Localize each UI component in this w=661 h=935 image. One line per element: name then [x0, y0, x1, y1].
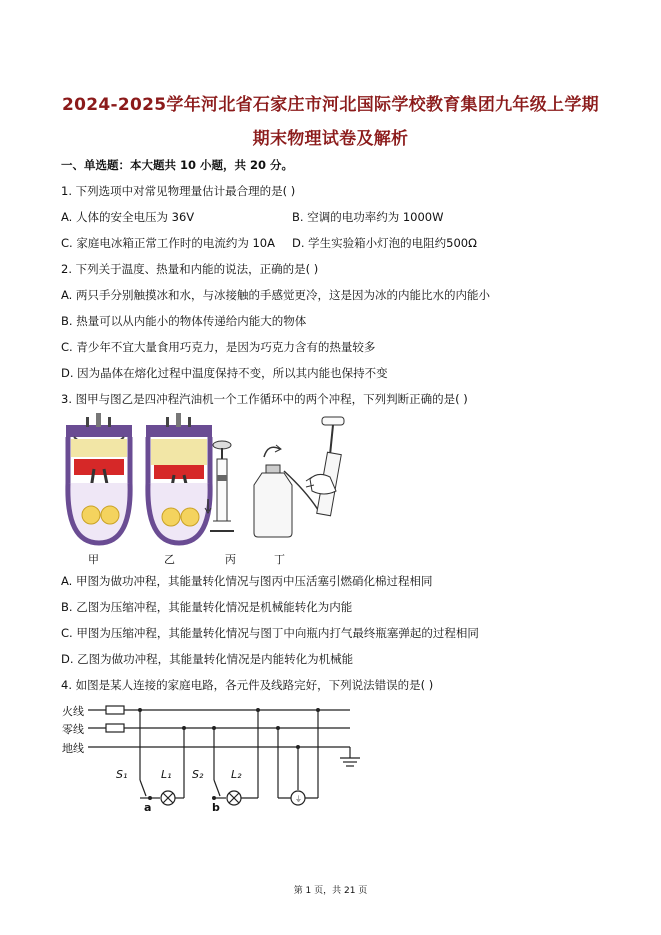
q3-option-c: C. 甲图为压缩冲程，其能量转化情况与图丁中向瓶内打气最终瓶塞弹起的过程相同 [61, 626, 479, 640]
q1-option-d: D. 学生实验箱小灯泡的电阻约500Ω [292, 236, 477, 250]
q3-option-d: D. 乙图为做功冲程，其能量转化情况是内能转化为机械能 [61, 652, 354, 666]
q4-circuit [88, 700, 368, 825]
q2-option-b: B. 热量可以从内能小的物体传递给内能大的物体 [61, 314, 307, 328]
fig-label-bing: 丙 [225, 553, 236, 566]
switch-s2-label: S₂ [192, 768, 204, 781]
section-heading: 一、单选题：本大题共 10 小题，共 20 分。 [61, 158, 294, 172]
engine-jia [66, 413, 132, 543]
lamp-l2-label: L₂ [231, 768, 242, 781]
wire-label-ground: 地线 [62, 742, 84, 755]
page-footer: 第 1 页，共 21 页 [293, 886, 368, 896]
engine-yi [146, 413, 212, 543]
q3-option-b: B. 乙图为压缩冲程，其能量转化情况是机械能转化为内能 [61, 600, 353, 614]
point-a-label: a [144, 801, 152, 814]
q1-option-a: A. 人体的安全电压为 36V [61, 210, 195, 224]
fig-label-ding: 丁 [274, 553, 285, 566]
wire-label-neutral: 零线 [62, 723, 84, 736]
fig-label-yi: 乙 [164, 553, 175, 566]
svg-text:⏚: ⏚ [295, 795, 302, 803]
hand-pump [300, 415, 360, 525]
q1-option-b: B. 空调的电功率约为 1000W [292, 210, 444, 224]
q2-option-c: C. 青少年不宜大量食用巧克力，是因为巧克力含有的热量较多 [61, 340, 376, 354]
paper-title-line-1: 2024-2025学年河北省石家庄市河北国际学校教育集团九年级上学期 [62, 95, 599, 115]
point-b-label: b [212, 801, 220, 814]
lamp-l1-label: L₁ [161, 768, 172, 781]
q2-option-a: A. 两只手分别触摸冰和水，与冰接触的手感觉更冷，这是因为冰的内能比水的内能小 [61, 288, 490, 302]
switch-s1-label: S₁ [116, 768, 128, 781]
q1-stem: 1. 下列选项中对常见物理量估计最合理的是( ) [61, 184, 296, 198]
paper-title-line-2: 期末物理试卷及解析 [252, 129, 409, 149]
q2-stem: 2. 下列关于温度、热量和内能的说法，正确的是( ) [61, 262, 319, 276]
q4-stem: 4. 如图是某人连接的家庭电路，各元件及线路完好，下列说法错误的是( ) [61, 678, 434, 692]
q3-stem: 3. 图甲与图乙是四冲程汽油机一个工作循环中的两个冲程，下列判断正确的是( ) [61, 392, 468, 406]
q2-option-d: D. 因为晶体在熔化过程中温度保持不变，所以其内能也保持不变 [61, 366, 388, 380]
fig-label-jia: 甲 [88, 553, 99, 566]
q3-option-a: A. 甲图为做功冲程，其能量转化情况与图丙中压活塞引燃硝化棉过程相同 [61, 574, 433, 588]
wire-label-live: 火线 [62, 705, 84, 718]
q1-option-c: C. 家庭电冰箱正常工作时的电流约为 10A [61, 236, 275, 250]
